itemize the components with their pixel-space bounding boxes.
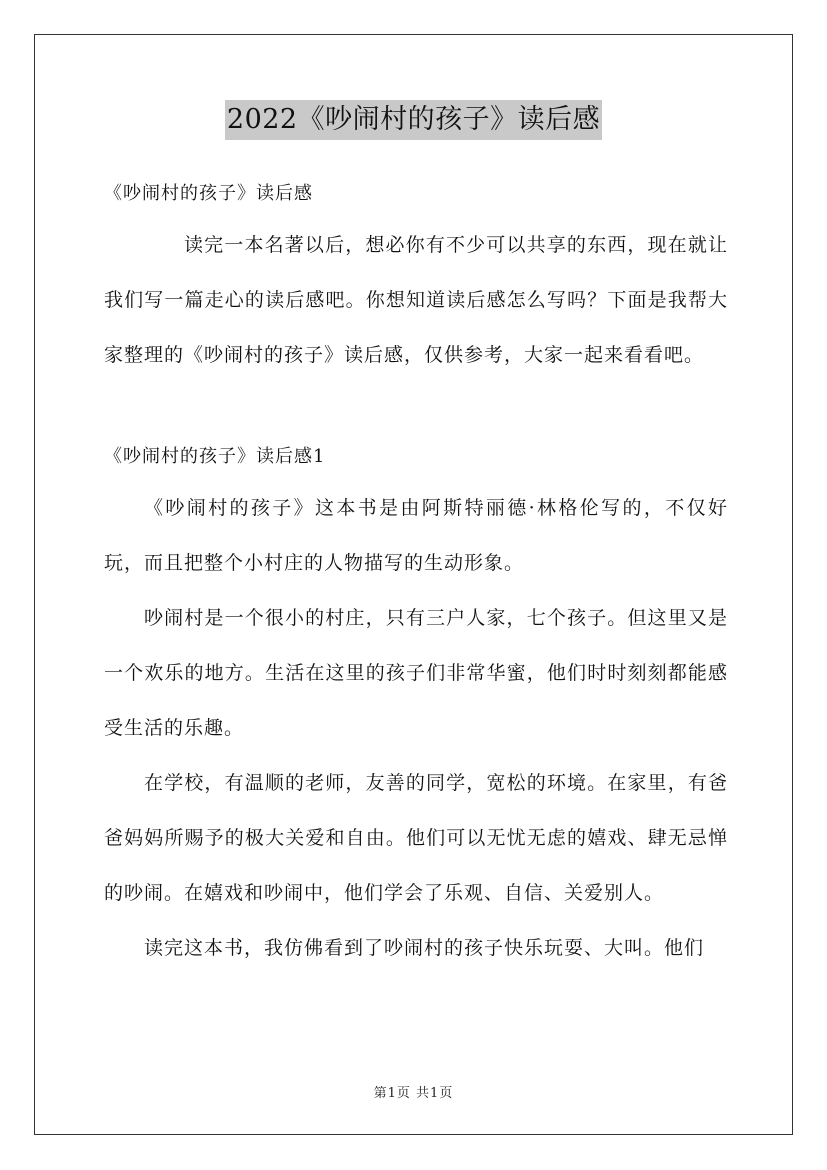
- body-paragraph-4: 读完这本书，我仿佛看到了吵闹村的孩子快乐玩耍、大叫。他们: [144, 937, 705, 959]
- body-paragraph-2: 吵闹村是一个很小的村庄，只有三户人家，七个孩子。但这里又是一个欢乐的地方。生活在这里的孩子们非常华蜜，他们时时刻刻都能感受生活的乐趣。: [104, 607, 728, 739]
- body-paragraph-3: 在学校，有温顺的老师，友善的同学，宽松的环境。在家里，有爸爸妈妈所赐予的极大关爱和自由。他们可以无忧无虑的嬉戏、肆无忌惮的吵闹。在嬉戏和吵闹中，他们学会了乐观、自信、关爱别人。: [104, 772, 728, 904]
- intro-paragraph: 读完一本名著以后，想必你有不少可以共享的东西，现在就让我们写一篇走心的读后感吧。你想知道读后感怎么写吗？下面是我帮大家整理的《吵闹村的孩子》读后感，仅供参考，大家一起来看看吧。: [104, 234, 728, 366]
- document-body: [104, 170, 728, 976]
- document-title: 2022《吵闹村的孩子》读后感: [225, 100, 602, 140]
- section-heading: 《吵闹村的孩子》读后感1: [104, 446, 326, 467]
- page-number: 第1页 共1页: [373, 1086, 454, 1101]
- page-footer: [0, 1082, 827, 1101]
- document-subtitle: 《吵闹村的孩子》读后感: [104, 183, 313, 204]
- section-spacer: [104, 383, 728, 433]
- title-container: [0, 100, 827, 140]
- body-paragraph-1: 《吵闹村的孩子》这本书是由阿斯特丽德·林格伦写的，不仅好玩，而且把整个小村庄的人物描写的生动形象。: [104, 497, 728, 574]
